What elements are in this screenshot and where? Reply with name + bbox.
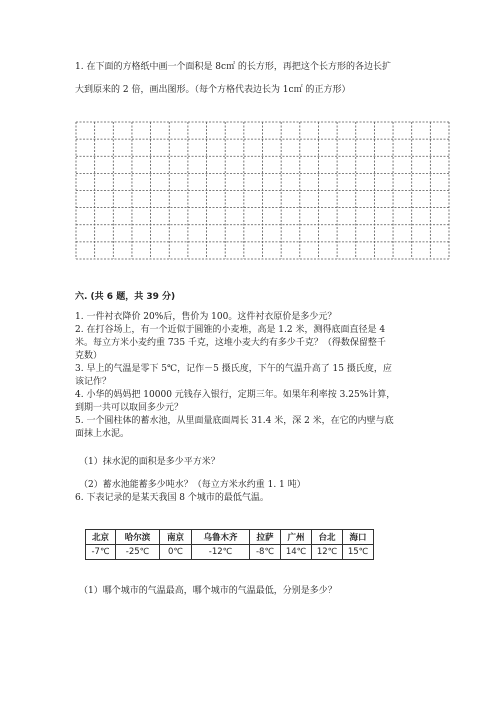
q1-line1: 1. 在下面的方格纸中画一个面积是 8c㎡ 的长方形，再把这个长方形的各边长扩 (75, 62, 391, 72)
q6-line-6: 该记作？ (75, 377, 112, 387)
temp-cell: -12℃ (192, 545, 250, 560)
temp-cell: -8℃ (250, 545, 281, 560)
temp-cell: 14℃ (281, 545, 312, 560)
city-cell: 台北 (312, 530, 343, 545)
temp-cell: -25℃ (116, 545, 160, 560)
q6-line-8: 到期一共可以取回多少元？ (75, 403, 184, 413)
q6-line-10: 面抹上水泥。 (75, 429, 130, 439)
q1-line2: 大到原来的 2 倍，画出图形。（每个方格代表边长为 1c㎡ 的正方形） (75, 85, 351, 95)
q6-line-4: 克数） (75, 351, 103, 361)
q6-line-7: 4. 小华的妈妈把 10000 元钱存入银行，定期三年。如果年利率按 3.25%计算， (75, 390, 396, 400)
temp-cell: -7℃ (86, 545, 116, 560)
city-cell: 拉萨 (250, 530, 281, 545)
temperature-row (86, 545, 374, 560)
city-cell: 广州 (281, 530, 312, 545)
q5-sub2: （2）蓄水池能蓄多少吨水？（每立方米水约重 1. 1 吨） (79, 480, 306, 490)
q6-statement: 6. 下表记录的是某天我国 8 个城市的最低气温。 (75, 493, 269, 503)
temp-cell: 0℃ (160, 545, 192, 560)
temp-cell: 12℃ (312, 545, 343, 560)
city-cell: 南京 (160, 530, 192, 545)
city-row (86, 530, 374, 545)
q6-line-2: 2. 在打谷场上，有一个近似于圆锥的小麦堆，高是 1.2 米，测得底面直径是 4 (75, 325, 386, 335)
city-cell: 哈尔滨 (116, 530, 160, 545)
temp-cell: 15℃ (343, 545, 374, 560)
section-6-heading: 六. (共 6 题，共 39 分) (75, 292, 176, 302)
q5-sub1: （1）抹水泥的面积是多少平方米？ (79, 457, 220, 467)
temperature-table (85, 529, 374, 560)
square-grid (75, 121, 450, 260)
q6-line-5: 3. 早上的气温是零下 5℃，记作－5 摄氏度，下午的气温升高了 15 摄氏度，应 (75, 364, 392, 374)
q6-line-3: 米。每立方米小麦约重 735 千克，这堆小麦大约有多少千克？（得数保留整千 (75, 338, 386, 348)
q6-sub1: （1）哪个城市的气温最高，哪个城市的气温最低，分别是多少？ (79, 586, 337, 596)
q6-line-9: 5. 一个圆柱体的蓄水池，从里面量底面周长 31.4 米，深 2 米，在它的内壁与底 (75, 416, 394, 426)
city-cell: 北京 (86, 530, 116, 545)
city-cell: 乌鲁木齐 (192, 530, 250, 545)
city-cell: 海口 (343, 530, 374, 545)
q6-line-1: 1. 一件衬衣降价 20%后，售价为 100。这件衬衣原价是多少元？ (75, 312, 337, 322)
